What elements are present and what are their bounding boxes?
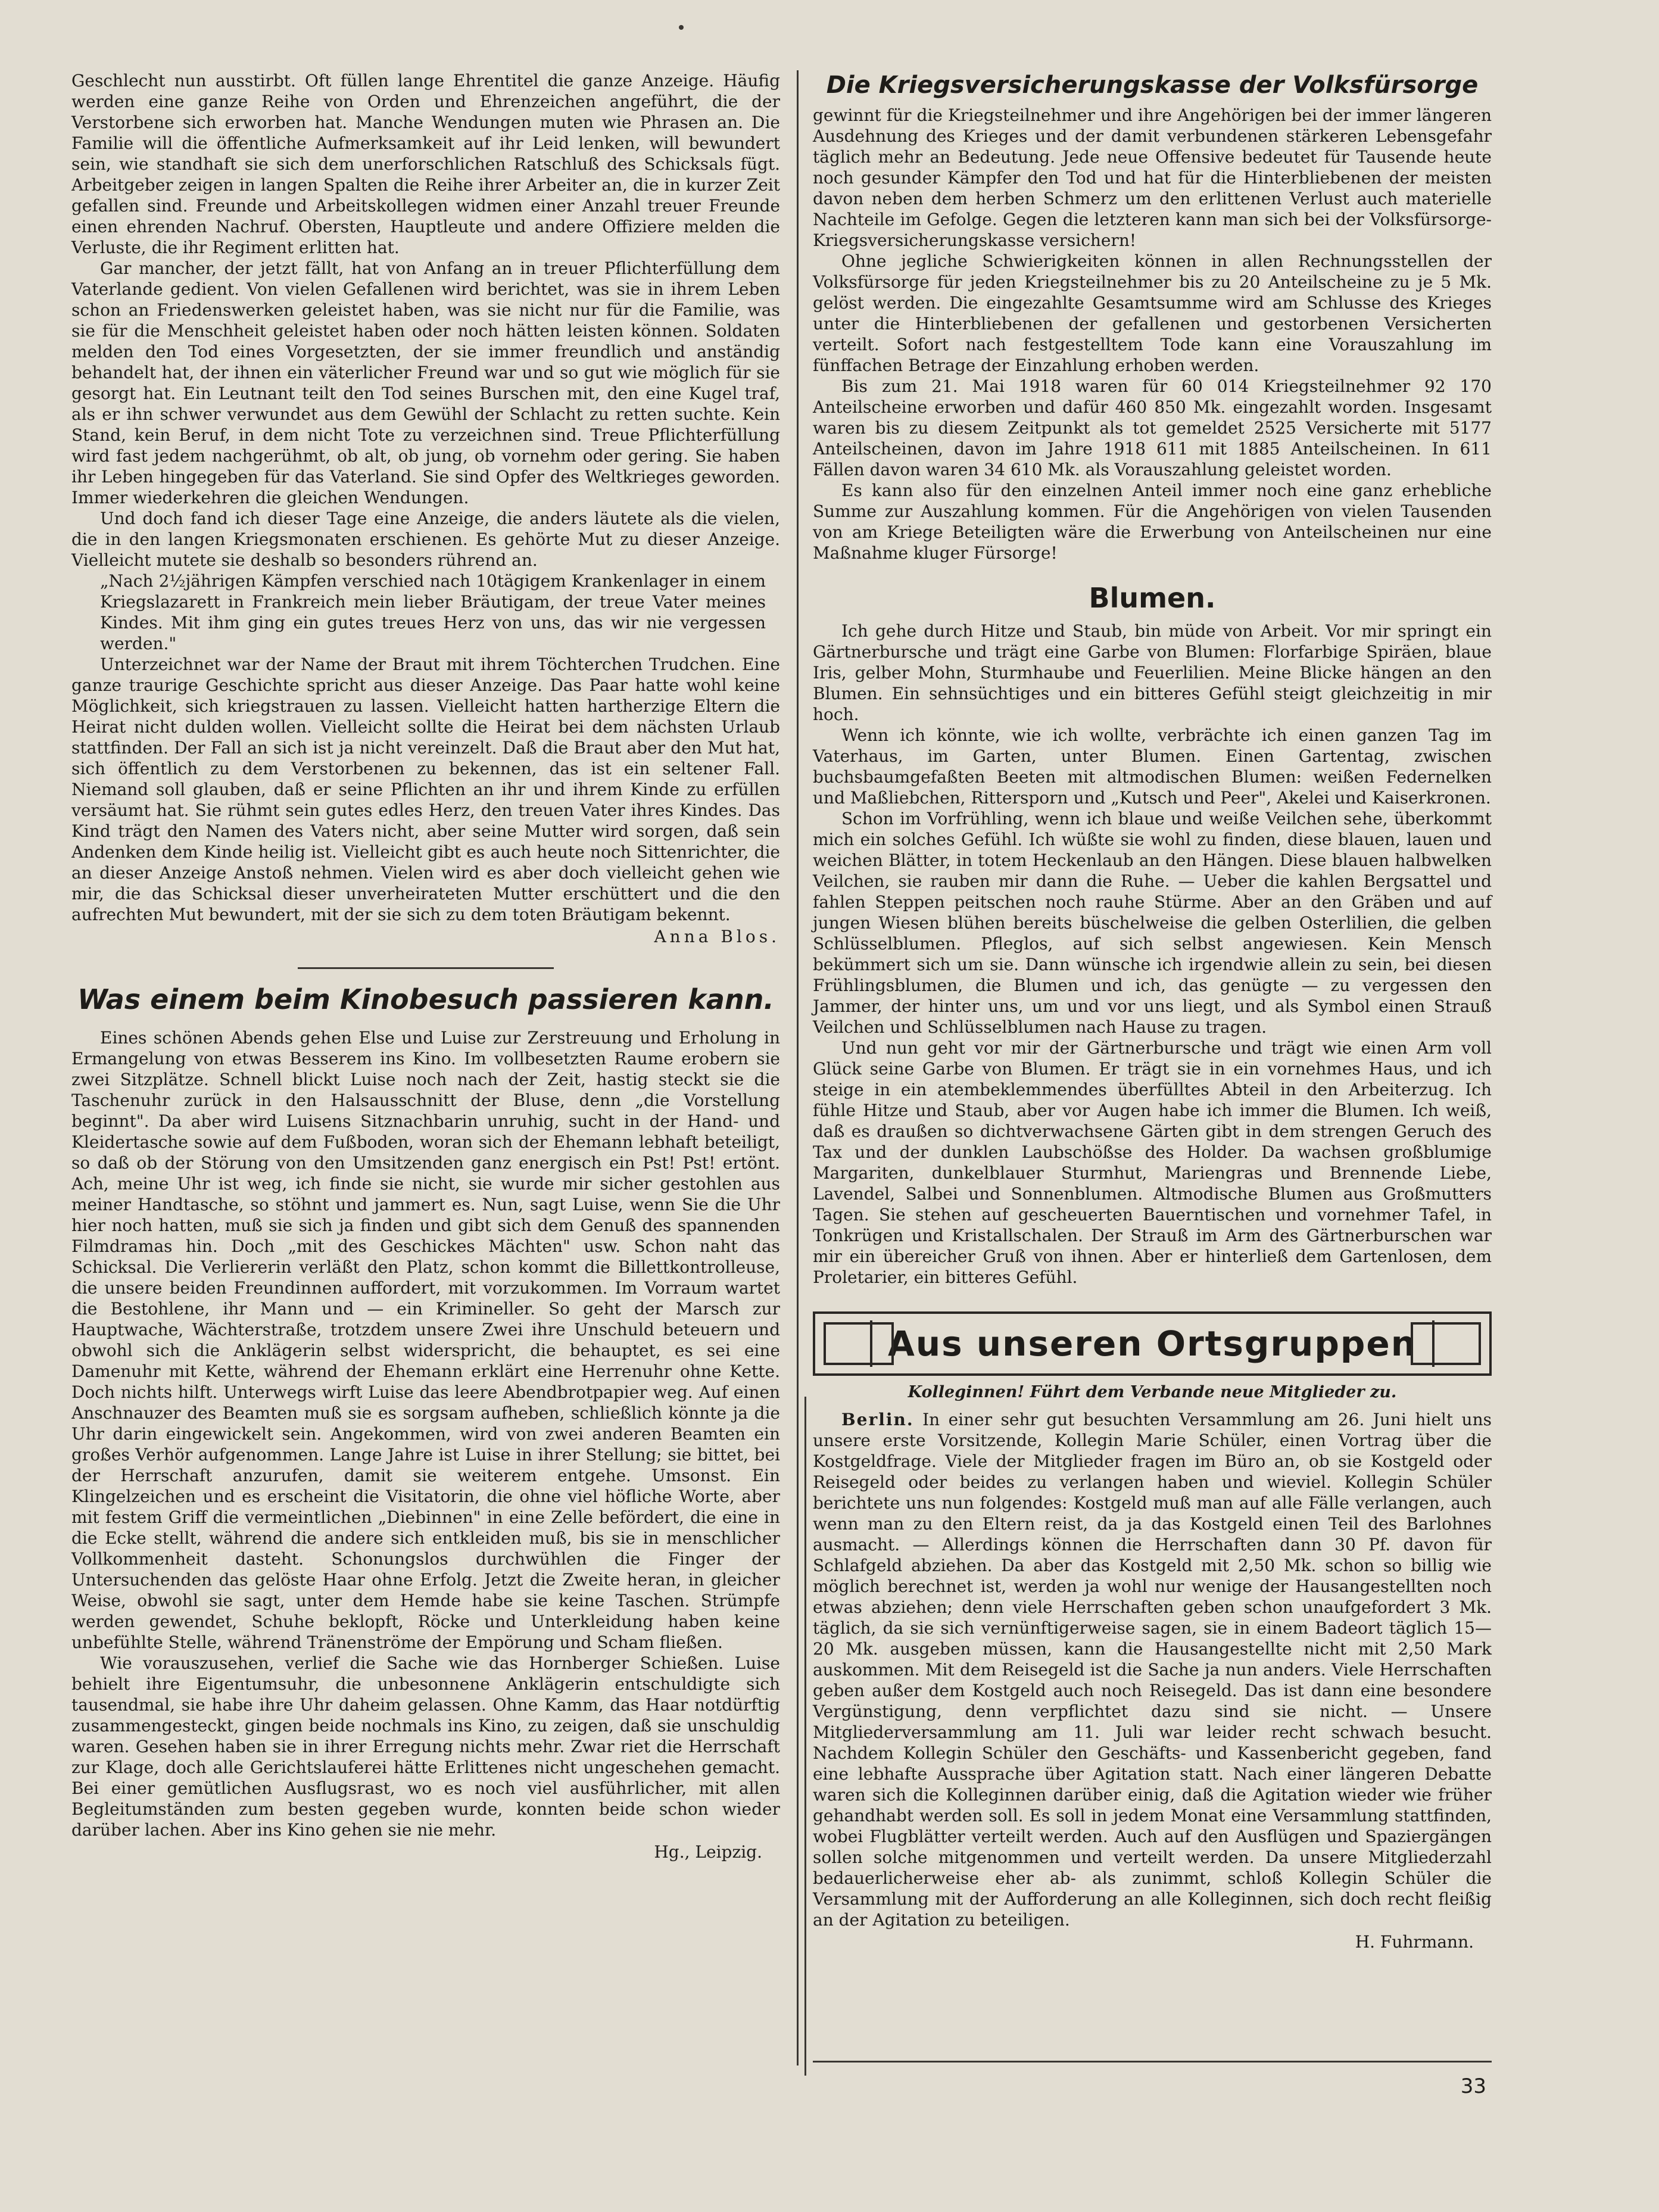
city-label: Berlin. <box>841 1410 914 1429</box>
kriegsversicherung-title: Die Kriegsversicherungskasse der Volksfürsorge <box>826 71 1479 99</box>
paragraph: Gar mancher, der jetzt fällt, hat von Anfang an in treuer Pflichterfüllung dem Vaterlande gedient. Von vielen Gefallenen wird berichtet, was sie in ihrem Leben schon an Friedenswerken geleistet haben, was sie nicht nur für die Familie, was sie für die Menschheit geleistet haben oder noch hätten leisten können. Soldaten melden den Tod eines Vorgesetzten, der sie immer freundlich und anständig behandelt hat, der ihnen ein väterlicher Freund war und so gut wie möglich für sie gesorgt hat. Ein Leutnant teilt den Tod seines Burschen mit, den eine Kugel traf, als er ihn schwer verwundet aus dem Gewühl der Schlacht zu retten suchte. Kein Stand, kein Beruf, in dem nicht Tote zu verzeichnen sind. Treue Pflichterfüllung wird fast jedem nachgerühmt, ob alt, ob jung, ob vornehm oder gering. Sie haben ihr Leben hingegeben für das Vaterland. Sie sind Opfer des Weltkrieges geworden. Immer wiederkehren die gleichen Wendungen. <box>71 258 780 507</box>
kino-article-title: Was einem beim Kinobesuch passieren kann. <box>77 983 774 1015</box>
banner-ornament-box <box>824 1322 894 1365</box>
page-dot-mark <box>679 25 684 30</box>
paragraph: Und nun geht vor mir der Gärtnerbursche und trägt wie einen Arm voll Glück seine Garbe von Blumen. Er trägt sie in ein vornehmes Haus, und ich steige in ein atembeklemmendes überfülltes Abteil in den Arbeiterzug. Ich fühle Hitze und Staub, aber vor Augen habe ich immer die Blumen. Ich weiß, daß es draußen so dichtverwachsene Gärten gibt in dem strengen Geruch des Tax und der dunklen Laubschößse des Holder. Da wachsen großblumige Margariten, dunkelblauer Sturmhut, Mariengras und Brennende Liebe, Lavendel, Salbei und Sonnenblumen. Altmodische Blumen aus Großmutters Tagen. Sie stehen auf gescheuerten Bauerntischen und vornehmer Tafel, in Tonkrügen und Kristallschalen. Der Strauß im Arm des Gärtnerburschen war mir ein übereicher Gruß von ihnen. Aber er hinterließ dem Gartenlosen, dem Proletarier, ein bitteres Gefühl. <box>813 1038 1492 1287</box>
berlin-report-text: In einer sehr gut besuchten Versammlung am 26. Juni hielt uns unsere erste Vorsitzende, Kollegin Marie Schüler, einen Vortrag über die Kostgeldfrage. Viele der Mitglieder fragen im Büro an, ob sie Kostgeld oder Reisegeld oder beides zu verlangen haben und wieviel. Kollegin Schüler berichtete uns nun folgendes: Kostgeld muß man auf alle Fälle verlangen, auch wenn man zu den Eltern reist, da ja das Kostgeld einen Teil des Barlohnes ausmacht. — Allerdings können die Herrschaften dann 30 Pf. davon für Schlafgeld abziehen. Da aber das Kostgeld mit 2,50 Mk. schon so billig wie möglich berechnet ist, werden ja wohl nur wenige der Hausangestellten noch etwas abziehen; denn viele Herrschaften geben schon unaufgefordert 3 Mk. täglich, da sie sich vernünftigerweise sagen, sie in einem Badeort täglich 15—20 Mk. ausgeben müssen, kann die Hausangestellte nicht mit 2,50 Mark auskommen. Mit dem Reisegeld ist die Sache ja nun anders. Viele Herrschaften geben außer dem Kostgeld auch noch Reisegeld. Das ist dann eine besondere Vergünstigung, denn verpflichtet dazu sind sie nicht. — Unsere Mitgliederversammlung am 11. Juli war leider recht schwach besucht. Nachdem Kollegin Schüler den Geschäfts- und Kassenbericht gegeben, fand eine lebhafte Aussprache über Agitation statt. Nach einer längeren Debatte waren sich die Kolleginnen darüber einig, daß die Agitation wieder wie früher gehandhabt werden soll. Es soll in jedem Monat eine Versammlung stattfinden, wobei Flugblätter verteilt werden. Auch auf den Ausflügen und Spaziergängen sollen solche mitgenommen und verteilt werden. Da unsere Mitgliederzahl bedauerlicherweise eher ab- als zunimmt, schloß Kollegin Schüler die Versammlung mit der Aufforderung an alle Kolleginnen, sich doch recht fleißig an der Agitation zu beteiligen. <box>813 1410 1492 1930</box>
column-divider <box>797 70 799 2065</box>
paragraph: Wenn ich könnte, wie ich wollte, verbrächte ich einen ganzen Tag im Vaterhaus, im Garten, unter Blumen. Einen Gartentag, zwischen buchsbaumgefaßten Beeten mit altmodischen Blumen: weißen Federnelken und Maßliebchen, Rittersporn und „Kutsch und Peer", Akelei und Kaiserkronen. <box>813 725 1492 808</box>
left-column <box>71 70 780 1862</box>
paragraph: gewinnt für die Kriegsteilnehmer und ihre Angehörigen bei der immer längeren Ausdehnung des Krieges und der damit verbundenen stärkeren Lebensgefahr täglich mehr an Bedeutung. Jede neue Offensive bedeutet für Tausende heute noch gesunder Kämpfer den Tod und hat für die Hinterbliebenen der meisten davon neben dem herben Schmerz um den erlittenen Verlust auch materielle Nachteile im Gefolge. Gegen die letzteren kann man sich bei der Volksfürsorge-Kriegsversicherungskasse versichern! <box>813 105 1492 250</box>
page-number: 33 <box>1460 2074 1486 2098</box>
paragraph: Schon im Vorfrühling, wenn ich blaue und weiße Veilchen sehe, überkommt mich ein solches Gefühl. Ich wüßte sie wohl zu finden, diese blauen, lauen und weichen Blätter, in totem Heckenlaub an den Hängen. Diese blauen halbwelken Veilchen, sie rauben mir dann die Ruhe. — Ueber die kahlen Bergsattel und fahlen Steppen peitschen noch rauhe Stürme. Aber an den Gräben und auf jungen Wiesen blühen bereits büschelweise die gelben Osterlilien, die gelben Schlüsselblumen. Pfleglos, auf sich selbst angewiesen. Kein Mensch bekümmert sich um sie. Dann wünsche ich irgendwie allein zu sein, bei diesen Frühlingsblumen, die Blumen und ich, das genügte — zu vergessen den Jammer, der hinter uns, um und vor uns liegt, und als Symbol einen Strauß Veilchen und Schlüsselblumen nach Hause zu tragen. <box>813 809 1492 1037</box>
quoted-announcement: „Nach 2½jährigen Kämpfen verschied nach 10tägigem Krankenlager in einem Kriegslazarett in Frankreich mein lieber Bräutigam, der treue Vater meines Kindes. Mit ihm ging ein gutes treues Herz von uns, das wir nie vergessen werden." <box>100 571 766 653</box>
blumen-title: Blumen. <box>1089 582 1216 614</box>
author-signature: Anna Blos. <box>654 927 780 946</box>
recruitment-slogan: Kolleginnen! Führt dem Verbande neue Mitglieder zu. <box>908 1383 1397 1401</box>
ortsgruppen-banner <box>813 1311 1492 1376</box>
paragraph: Bis zum 21. Mai 1918 waren für 60 014 Kriegsteilnehmer 92 170 Anteilscheine erworben und dafür 460 850 Mk. eingezahlt worden. Insgesamt waren bis zu diesem Zeitpunkt als tot gemeldet 2525 Versicherte mit 5177 Anteilscheinen, davon im Jahre 1918 611 mit 1885 Anteilscheinen. In 611 Fällen davon waren 34 610 Mk. als Vorauszahlung geleistet worden. <box>813 376 1492 479</box>
paragraph: Ohne jegliche Schwierigkeiten können in allen Rechnungsstellen der Volksfürsorge für jeden Kriegsteilnehmer bis zu 20 Anteilscheine zu je 5 Mk. gelöst werden. Die eingezahlte Gesamtsumme wird am Schlusse des Krieges unter die Hinterbliebenen der gefallenen und gestorbenen Versicherten verteilt. Sofort nach festgestelltem Tode kann eine Vorauszahlung im fünffachen Betrage der Einzahlung erhoben werden. <box>813 251 1492 375</box>
paragraph: Wie vorauszusehen, verlief die Sache wie das Hornberger Schießen. Luise behielt ihre Eigentumsuhr, die unbesonnene Anklägerin entschuldigte sich tausendmal, sie habe ihre Uhr daheim gelassen. Ohne Kamm, das Haar notdürftig zusammengesteckt, gingen beide nochmals ins Kino, zu zeigen, daß sie unschuldig waren. Gesehen haben sie in ihrer Erregung nichts mehr. Zwar riet die Herrschaft zur Klage, doch alle Gerichtslauferei hätte Erlittenes nicht ungeschehen gemacht. Bei einer gemütlichen Ausflugsrast, wo es noch viel ausführlicher, mit allen Begleitumständen zum besten gegeben wurde, konnten beide schon wieder darüber lachen. Aber ins Kino gehen sie nie mehr. <box>71 1653 780 1840</box>
berlin-report <box>813 1409 1492 1930</box>
banner-title: Aus unseren Ortsgruppen <box>870 1320 1435 1367</box>
author-signature: Hg., Leipzig. <box>654 1842 762 1862</box>
paragraph: Unterzeichnet war der Name der Braut mit ihrem Töchterchen Trudchen. Eine ganze traurige Geschichte spricht aus dieser Anzeige. Das Paar hatte wohl keine Möglichkeit, sich kriegstrauen zu lassen. Vielleicht hatten hartherzige Eltern die Heirat nicht dulden wollen. Vielleicht sollte die Heirat bei dem nächsten Urlaub stattfinden. Der Fall an sich ist ja nicht vereinzelt. Daß die Braut aber den Mut hat, sich öffentlich zu dem Verstorbenen zu bekennen, das ist ein seltener Fall. Niemand soll glauben, daß er seine Pflichten an ihr und ihrem Kinde zu erfüllen versäumt hat. Sie rühmt sein gutes edles Herz, den treuen Vater ihres Kindes. Das Kind trägt den Namen des Vaters nicht, aber seine Mutter wird sorgen, daß sein Andenken dem Kinde heilig ist. Vielleicht gibt es auch heute noch Sittenrichter, die an dieser Anzeige Anstoß nehmen. Vielen wird es aber doch vielleicht gehen wie mir, die das Schicksal dieser unverheirateten Mutter erschüttert und die den aufrechten Mut bewundert, mit der sie sich zu dem toten Bräutigam bekennt. <box>71 655 780 924</box>
paragraph: Und doch fand ich dieser Tage eine Anzeige, die anders läutete als die vielen, die in den langen Kriegsmonaten erschienen. Es gehörte Mut zu dieser Anzeige. Vielleicht mutete sie deshalb so besonders rührend an. <box>71 509 780 570</box>
paragraph: Geschlecht nun ausstirbt. Oft füllen lange Ehrentitel die ganze Anzeige. Häufig werden eine ganze Reihe von Orden und Ehrenzeichen angeführt, die der Verstorbene sich erworben hat. Manche Wendungen muten wie Phrasen an. Die Familie will die öffentliche Aufmerksamkeit auf ihr Leid lenken, will bewundert sein, wie standhaft sie sich dem unerforschlichen Ratschluß des Schicksals fügt. Arbeitgeber zeigen in langen Spalten die Reihe ihrer Arbeiter an, die in kurzer Zeit gefallen sind. Freunde und Arbeitskollegen widmen einer Anzahl treuer Freunde einen ehrenden Nachruf. Obersten, Hauptleute und andere Offiziere melden die Verluste, die ihr Regiment erlitten hat. <box>71 71 780 257</box>
box-bottom-rule <box>813 2061 1492 2063</box>
paragraph: Es kann also für den einzelnen Anteil immer noch eine ganz erhebliche Summe zur Auszahlung kommen. Für die Angehörigen von vielen Tausenden von am Kriege Beteiligten wäre die Erwerbung von Anteilscheinen nur eine Maßnahme kluger Fürsorge! <box>813 481 1492 563</box>
paragraph: Eines schönen Abends gehen Else und Luise zur Zerstreuung und Erholung in Ermangelung von etwas Besserem ins Kino. Im vollbesetzten Raume erobern sie zwei Sitzplätze. Schnell blickt Luise noch nach der Zeit, hastig steckt sie die Taschenuhr zurück in den Halsausschnitt der Bluse, denn „die Vorstellung beginnt". Da aber wird Luisens Sitznachbarin unruhig, sucht in der Hand- und Kleidertasche sowie auf dem Fußboden, woran sich der Ehemann lebhaft beteiligt, so daß ob der Störung von den Umsitzenden ganz energisch ein Pst! Pst! ertönt. Ach, meine Uhr ist weg, ich finde sie nicht, sie wurde mir sicher gestohlen aus meiner Handtasche, so stöhnt und jammert es. Nun, sagt Luise, wenn Sie die Uhr hier noch hatten, muß sie sich ja finden und gibt sich dem Genuß des spannenden Filmdramas hin. Doch „mit des Geschickes Mächten" usw. Schon naht das Schicksal. Die Verliererin verläßt den Platz, schon kommt die Billettkontrolleuse, die unsere beiden Freundinnen auffordert, mit vorzukommen. Im Vorraum wartet die Bestohlene, ihr Mann und — ein Krimineller. So geht der Marsch zur Hauptwache, Wächterstraße, trotzdem unsere Zwei ihre Unschuld beteuern und obwohl sich die Anklägerin selbst widerspricht, die behauptet, es sei eine Damenuhr mit Kette, während der Ehemann erklärt eine Herrenuhr ohne Kette. Doch nichts hilft. Unterwegs wirft Luise das leere Abendbrotpapier weg. Auf einen Anschnauzer des Beamten muß sie es sorgsam aufheben, schließlich könnte ja die Uhr darin eingewickelt sein. Angekommen, wird von zwei anderen Beamten ein großes Verhör aufgenommen. Lange Jahre ist Luise in ihrer Stellung; sie bittet, bei der Herrschaft anzurufen, damit sie weiterem entgehe. Umsonst. Ein Klingelzeichen und es erscheint die Visitatorin, die ohne viel höfliche Worte, aber mit festem Griff die vermeintlichen „Diebinnen" in eine Zelle befördert, die eine in die Ecke stellt, während die andere sich entkleiden muß, bis sie in menschlicher Vollkommenheit dasteht. Schonungslos durchwühlen die Finger der Untersuchenden das gelöste Haar ohne Erfolg. Jetzt die Zweite heran, in gleicher Weise, obwohl sie sagt, unter dem Hemde habe sie keine Taschen. Strümpfe werden gewendet, Schuhe beklopft, Röcke und Unterkleidung haben keine unbefühlte Stelle, während Tränenströme der Empörung und Scham fließen. <box>71 1028 780 1652</box>
right-column <box>813 70 1492 1952</box>
author-signature: H. Fuhrmann. <box>1355 1932 1474 1952</box>
box-left-rule <box>804 1397 806 2076</box>
paragraph: Ich gehe durch Hitze und Staub, bin müde von Arbeit. Vor mir springt ein Gärtnerbursche und trägt eine Garbe von Blumen: Florfarbige Spiräen, blaue Iris, gelber Mohn, Sturmhaube und Feuerlilien. Meine Blicke hängen an den Blumen. Ein sehnsüchtiges und ein bitteres Gefühl steigt gleichzeitig in mir hoch. <box>813 621 1492 724</box>
section-divider <box>298 967 554 969</box>
banner-ornament-box <box>1411 1322 1481 1365</box>
